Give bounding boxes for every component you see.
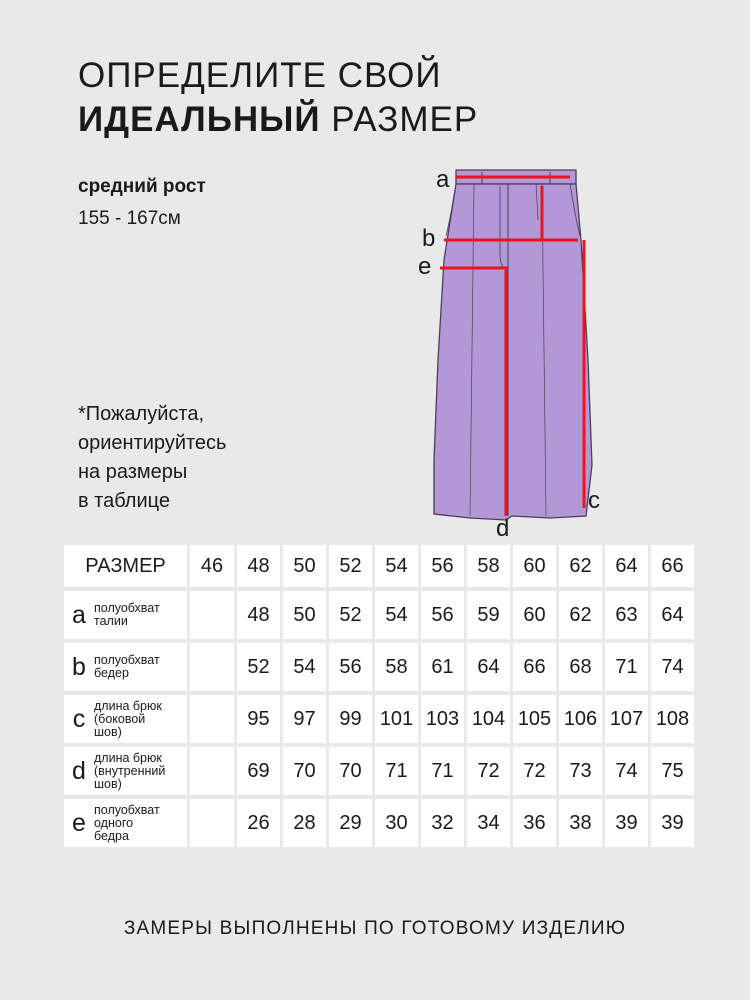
table-header-size: 46 <box>190 545 234 587</box>
diagram-label-b: b <box>422 225 436 252</box>
table-cell: 103 <box>421 695 464 743</box>
table-cell: 61 <box>421 643 464 691</box>
table-cell: 71 <box>375 747 418 795</box>
table-cell: 72 <box>467 747 510 795</box>
table-cell <box>190 643 234 691</box>
table-cell: 73 <box>559 747 602 795</box>
note-line: *Пожалуйста, <box>78 403 205 425</box>
diagram-label-d: d <box>496 515 510 540</box>
table-cell <box>190 747 234 795</box>
table-header-size: 60 <box>513 545 556 587</box>
table-cell: 63 <box>605 591 648 639</box>
row-letter: e <box>72 808 86 837</box>
row-description-line: шов) <box>94 776 122 791</box>
table-cell: 50 <box>283 591 326 639</box>
table-cell: 74 <box>651 643 694 691</box>
table-cell: 36 <box>513 799 556 847</box>
table-cell: 38 <box>559 799 602 847</box>
row-letter: a <box>72 600 86 629</box>
row-description <box>90 654 160 680</box>
table-header-size: 56 <box>421 545 464 587</box>
row-description-line: шов) <box>94 724 122 739</box>
table-header-size: 58 <box>467 545 510 587</box>
table-row-label <box>64 643 187 691</box>
row-description-line: длина брюк <box>94 750 162 765</box>
table-cell: 56 <box>329 643 372 691</box>
row-description-line: (боковой <box>94 711 146 726</box>
diagram-label-a: a <box>436 166 450 193</box>
table-cell: 48 <box>237 591 280 639</box>
height-group-range: 155 - 167см <box>78 208 181 229</box>
page-title-regular: РАЗМЕР <box>331 100 479 139</box>
table-cell: 26 <box>237 799 280 847</box>
table-header-size: 66 <box>651 545 694 587</box>
row-description <box>90 602 160 628</box>
table-cell: 54 <box>375 591 418 639</box>
table-header-size: 62 <box>559 545 602 587</box>
table-row-label <box>64 747 187 795</box>
row-description <box>90 804 160 843</box>
table-cell: 29 <box>329 799 372 847</box>
table-cell: 39 <box>605 799 648 847</box>
table-cell: 56 <box>421 591 464 639</box>
row-description-line: бедра <box>94 828 129 843</box>
table-cell <box>190 591 234 639</box>
table-cell: 58 <box>375 643 418 691</box>
row-letter: b <box>72 652 86 681</box>
row-description-line: (внутренний <box>94 763 166 778</box>
table-cell: 54 <box>283 643 326 691</box>
table-cell: 52 <box>237 643 280 691</box>
table-cell: 60 <box>513 591 556 639</box>
size-note <box>78 400 338 516</box>
table-cell: 30 <box>375 799 418 847</box>
row-description-line: полуобхват <box>94 802 160 817</box>
footer-note: ЗАМЕРЫ ВЫПОЛНЕНЫ ПО ГОТОВОМУ ИЗДЕЛИЮ <box>123 918 627 939</box>
table-header-size: 52 <box>329 545 372 587</box>
page-title-line2 <box>78 100 478 140</box>
table-cell: 59 <box>467 591 510 639</box>
table-header-size: 64 <box>605 545 648 587</box>
row-description-line: длина брюк <box>94 698 162 713</box>
diagram-label-e: e <box>418 253 432 280</box>
table-cell: 101 <box>375 695 418 743</box>
table-cell: 64 <box>467 643 510 691</box>
table-header-size: 50 <box>283 545 326 587</box>
table-cell: 97 <box>283 695 326 743</box>
table-row-label <box>64 695 187 743</box>
table-row-label <box>64 799 187 847</box>
table-cell <box>190 695 234 743</box>
pants-body <box>434 184 592 520</box>
table-cell: 107 <box>605 695 648 743</box>
table-cell: 62 <box>559 591 602 639</box>
row-letter: c <box>72 704 86 733</box>
row-description-line: талии <box>94 614 128 628</box>
table-row-label <box>64 591 187 639</box>
table-cell: 32 <box>421 799 464 847</box>
table-cell: 34 <box>467 799 510 847</box>
size-table <box>64 545 694 847</box>
table-cell: 71 <box>421 747 464 795</box>
table-cell: 66 <box>513 643 556 691</box>
row-description-line: полуобхват <box>94 601 160 615</box>
table-cell: 71 <box>605 643 648 691</box>
table-cell: 64 <box>651 591 694 639</box>
table-cell: 95 <box>237 695 280 743</box>
row-description <box>90 752 165 791</box>
row-description-line: полуобхват <box>94 653 160 667</box>
diagram-label-c: c <box>588 487 600 514</box>
table-cell: 70 <box>283 747 326 795</box>
table-cell: 69 <box>237 747 280 795</box>
table-cell <box>190 799 234 847</box>
page-title-bold: ИДЕАЛЬНЫЙ <box>78 100 321 139</box>
table-cell: 106 <box>559 695 602 743</box>
table-cell: 28 <box>283 799 326 847</box>
note-line: в таблице <box>78 490 170 512</box>
table-cell: 75 <box>651 747 694 795</box>
row-letter: d <box>72 756 86 785</box>
table-cell: 70 <box>329 747 372 795</box>
table-cell: 74 <box>605 747 648 795</box>
row-description <box>90 700 162 739</box>
table-cell: 68 <box>559 643 602 691</box>
table-header-size: 48 <box>237 545 280 587</box>
table-cell: 99 <box>329 695 372 743</box>
height-group-label: средний рост <box>78 176 206 197</box>
row-description-line: бедер <box>94 666 129 680</box>
pants-diagram <box>410 160 610 540</box>
page-title-line1: ОПРЕДЕЛИТЕ СВОЙ <box>78 56 442 95</box>
note-line: ориентируйтесь <box>78 432 227 454</box>
note-line: на размеры <box>78 461 188 483</box>
row-description-line: одного <box>94 815 134 830</box>
table-cell: 104 <box>467 695 510 743</box>
table-cell: 72 <box>513 747 556 795</box>
table-cell: 105 <box>513 695 556 743</box>
table-cell: 52 <box>329 591 372 639</box>
table-header-label: РАЗМЕР <box>64 545 187 587</box>
table-cell: 108 <box>651 695 694 743</box>
table-cell: 39 <box>651 799 694 847</box>
table-header-size: 54 <box>375 545 418 587</box>
